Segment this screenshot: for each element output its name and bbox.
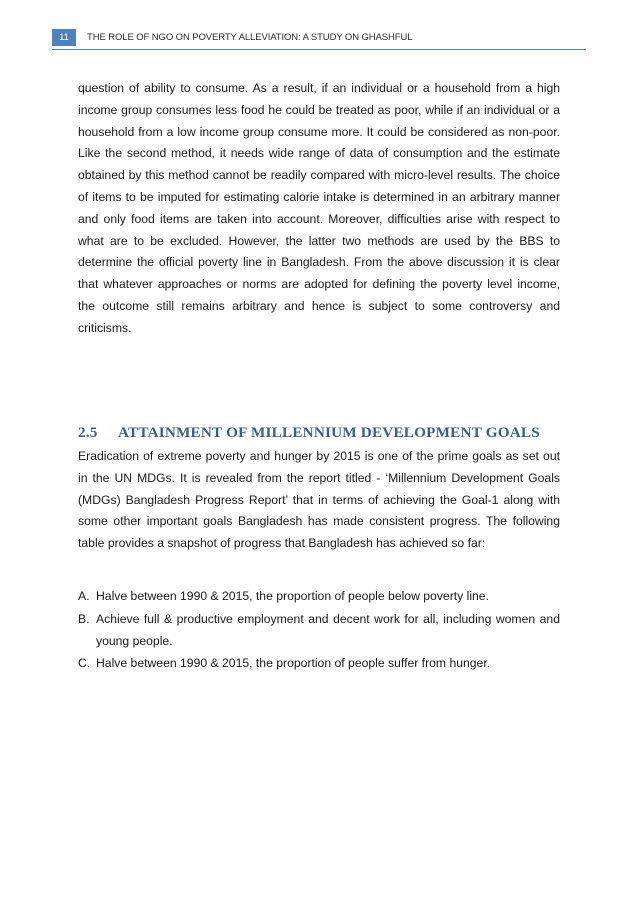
- section-title: ATTAINMENT OF MILLENNIUM DEVELOPMENT GOALS: [118, 424, 540, 441]
- list-item-text: Halve between 1990 & 2015, the proportion of people suffer from hunger.: [96, 656, 491, 671]
- goals-list: [78, 586, 560, 676]
- list-item-text: Achieve full & productive employment and decent work for all, including women and young people.: [96, 611, 560, 648]
- page-number: 11: [52, 29, 76, 46]
- list-item: [78, 586, 560, 608]
- list-item: [78, 609, 560, 653]
- list-item-text: Halve between 1990 & 2015, the proportion of people below poverty line.: [96, 589, 489, 603]
- page-header: [52, 29, 412, 46]
- running-title: THE ROLE OF NGO ON POVERTY ALLEVIATION: A STUDY ON GHASHFUL: [87, 32, 413, 43]
- section-heading: [78, 424, 568, 442]
- list-marker: C.: [78, 656, 91, 671]
- list-marker: B.: [78, 611, 90, 626]
- body-paragraph-1: question of ability to consume. As a result, if an individual or a household from a high income group consumes less food he could be treated as poor, while if an individual or a household from a low income group consume more. It could be considered as non-poor. Like the second method, it needs wide range of data of consumption and the estimate obtained by this method cannot be readily compared with micro-level results. The choice of items to be imputed for estimating calorie intake is determined in an arbitrary manner and only food items are taken into account. Moreover, difficulties arise with respect to what are to be excluded. However, the latter two methods are used by the BBS to determine the official poverty line in Bangladesh. From the above discussion it is clear that whatever approaches or norms are adopted for defining the poverty level income, the outcome still remains arbitrary and hence is subject to some controversy and criticisms.: [78, 81, 560, 335]
- list-marker: A.: [78, 589, 90, 603]
- list-item: [78, 653, 560, 675]
- section-number: 2.5: [78, 424, 98, 441]
- body-paragraph-2: Eradication of extreme poverty and hunger by 2015 is one of the prime goals as set out in the UN MDGs. It is revealed from the report titled - ‘Millennium Development Goals (MDGs) Bangladesh Progress Report’ that in terms of achieving the Goal-1 along with some other important goals Bangladesh has made consistent progress. The following table provides a snapshot of progress that Bangladesh has achieved so far:: [78, 449, 560, 551]
- header-rule: [52, 49, 586, 50]
